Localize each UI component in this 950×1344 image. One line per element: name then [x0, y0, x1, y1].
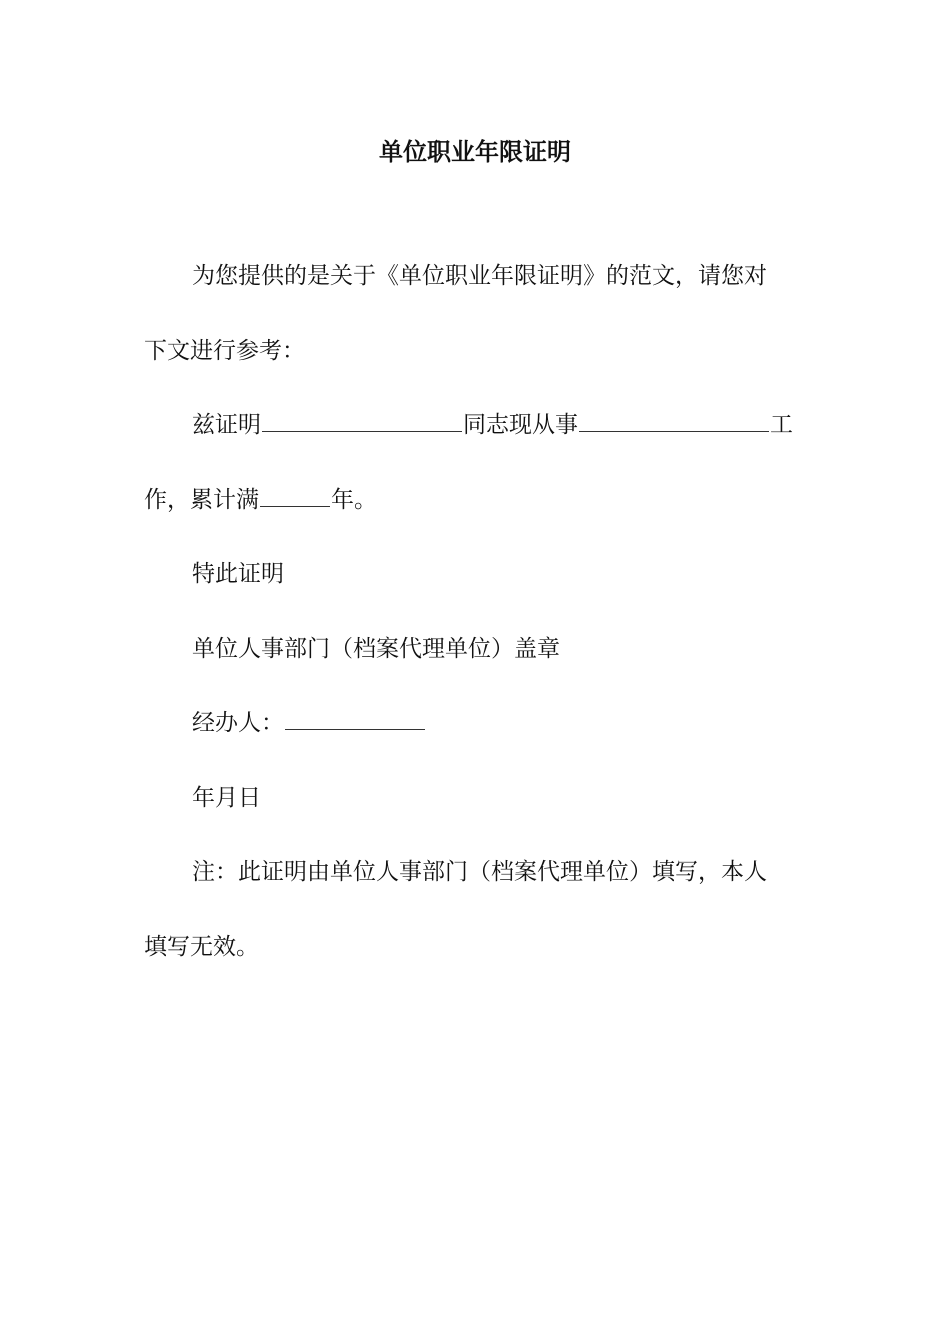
stamp-line: 单位人事部门（档案代理单位）盖章	[192, 636, 560, 662]
cert-text-2: 同志现从事	[463, 412, 578, 438]
handler-label: 经办人：	[192, 710, 284, 736]
cert-line2-text-2: 年。	[331, 487, 377, 513]
cert-line2-text-1: 作，累计满	[144, 487, 259, 513]
note-line-2: 填写无效。	[144, 934, 259, 960]
date-line: 年月日	[192, 785, 261, 811]
document-title: 单位职业年限证明	[379, 137, 571, 166]
cert-text-1: 兹证明	[192, 412, 261, 438]
intro-paragraph-line-1: 为您提供的是关于《单位职业年限证明》的范文，请您对	[192, 263, 767, 289]
certification-line-2	[144, 484, 810, 516]
cert-text-3: 工	[770, 412, 793, 438]
special-note: 特此证明	[192, 561, 284, 587]
job-blank	[579, 409, 769, 432]
certification-line-1	[192, 409, 810, 441]
name-blank	[262, 409, 462, 432]
handler-line	[192, 707, 810, 739]
years-blank	[260, 484, 330, 507]
note-line-1: 注：此证明由单位人事部门（档案代理单位）填写，本人	[192, 859, 767, 885]
intro-paragraph-line-2: 下文进行参考：	[144, 338, 305, 364]
handler-blank	[285, 707, 425, 730]
